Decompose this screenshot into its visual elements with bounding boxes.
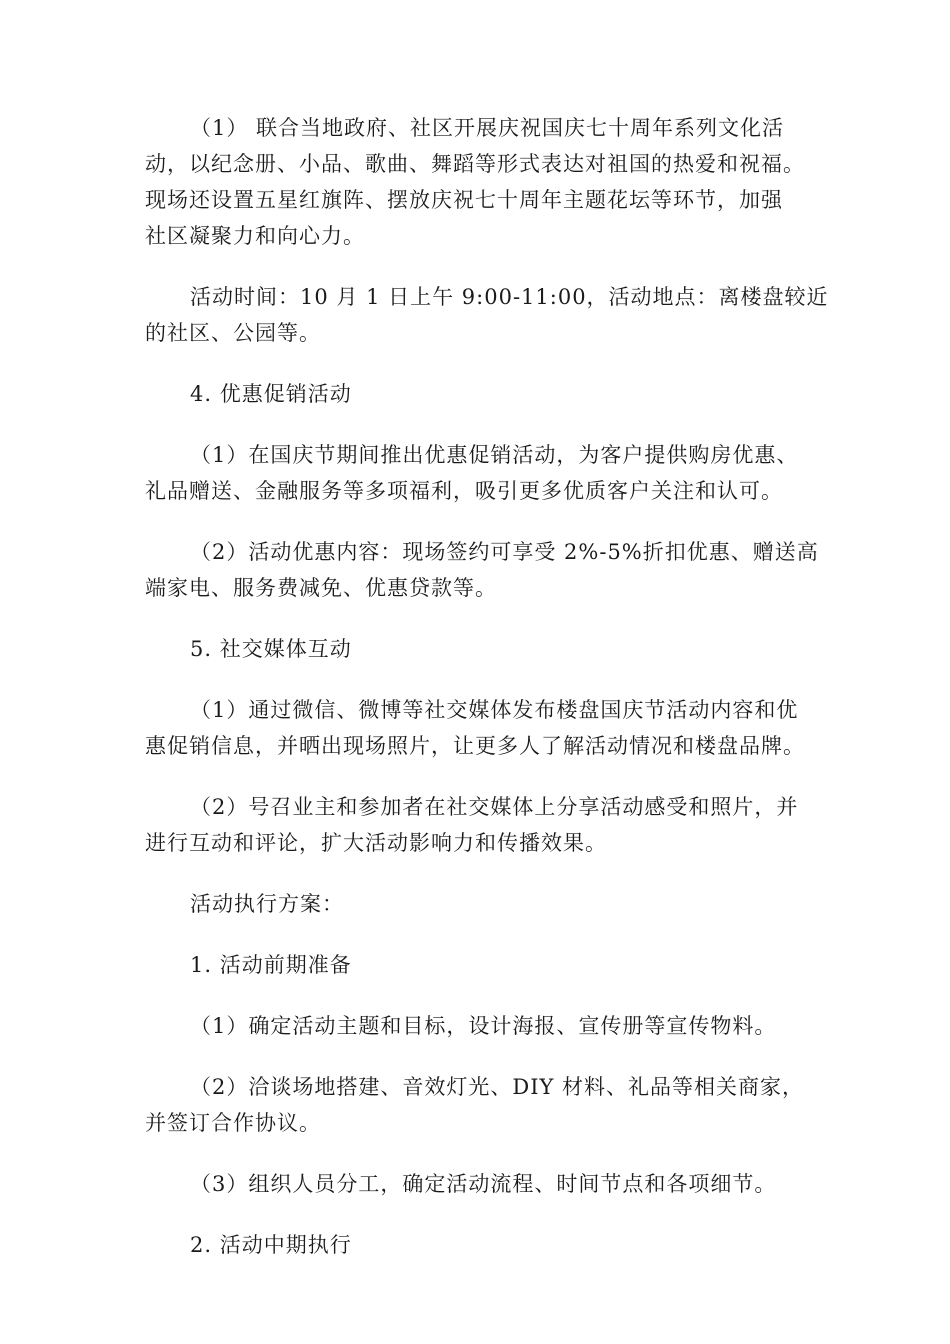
text-line: （2）洽谈场地搭建、音效灯光、DIY 材料、礼品等相关商家，	[190, 1075, 805, 1099]
text-line: 的社区、公园等。	[145, 321, 321, 345]
paragraph-promotion-1	[145, 437, 810, 509]
paragraph-promotion-2	[145, 534, 819, 606]
heading-line: 活动执行方案：	[190, 892, 344, 916]
paragraph-social-media-2	[145, 789, 810, 861]
document-body	[145, 110, 829, 1288]
text-line: 动，以纪念册、小品、歌曲、舞蹈等形式表达对祖国的热爱和祝福。	[145, 152, 805, 176]
text-line: 活动时间：10 月 1 日上午 9:00-11:00，活动地点：离楼盘较近	[190, 285, 829, 309]
heading-line: 4. 优惠促销活动	[190, 382, 352, 406]
text-line: （2）号召业主和参加者在社交媒体上分享活动感受和照片，并	[190, 795, 799, 819]
text-line: 进行互动和评论，扩大活动影响力和传播效果。	[145, 831, 607, 855]
text-line: （1） 联合当地政府、社区开展庆祝国庆七十周年系列文化活	[190, 116, 785, 140]
heading-execution-plan	[145, 886, 810, 922]
section-heading-preparation	[145, 947, 810, 983]
text-line: （1）在国庆节期间推出优惠促销活动，为客户提供购房优惠、	[190, 443, 799, 467]
text-line: （1）通过微信、微博等社交媒体发布楼盘国庆节活动内容和优	[190, 698, 799, 722]
section-heading-promotion	[145, 376, 810, 412]
heading-line: 1. 活动前期准备	[190, 953, 352, 977]
text-line: 社区凝聚力和向心力。	[145, 224, 365, 248]
paragraph-preparation-1	[145, 1008, 810, 1044]
text-line: （3）组织人员分工，确定活动流程、时间节点和各项细节。	[190, 1172, 777, 1196]
text-line: 端家电、服务费减免、优惠贷款等。	[145, 576, 497, 600]
section-heading-execution	[145, 1227, 810, 1263]
text-line: 并签订合作协议。	[145, 1111, 321, 1135]
paragraph-preparation-2	[145, 1069, 810, 1141]
paragraph-social-media-1	[145, 692, 810, 764]
text-line: （2）活动优惠内容：现场签约可享受 2%-5%折扣优惠、赠送高	[190, 540, 819, 564]
section-heading-social-media	[145, 631, 810, 667]
paragraph-cultural-activity	[145, 110, 810, 254]
paragraph-preparation-3	[145, 1166, 810, 1202]
paragraph-activity-time	[145, 279, 829, 351]
heading-line: 2. 活动中期执行	[190, 1233, 352, 1257]
text-line: 礼品赠送、金融服务等多项福利，吸引更多优质客户关注和认可。	[145, 479, 783, 503]
text-line: 惠促销信息，并晒出现场照片，让更多人了解活动情况和楼盘品牌。	[145, 734, 805, 758]
text-line: （1）确定活动主题和目标，设计海报、宣传册等宣传物料。	[190, 1014, 777, 1038]
heading-line: 5. 社交媒体互动	[190, 637, 352, 661]
text-line: 现场还设置五星红旗阵、摆放庆祝七十周年主题花坛等环节，加强	[145, 188, 783, 212]
